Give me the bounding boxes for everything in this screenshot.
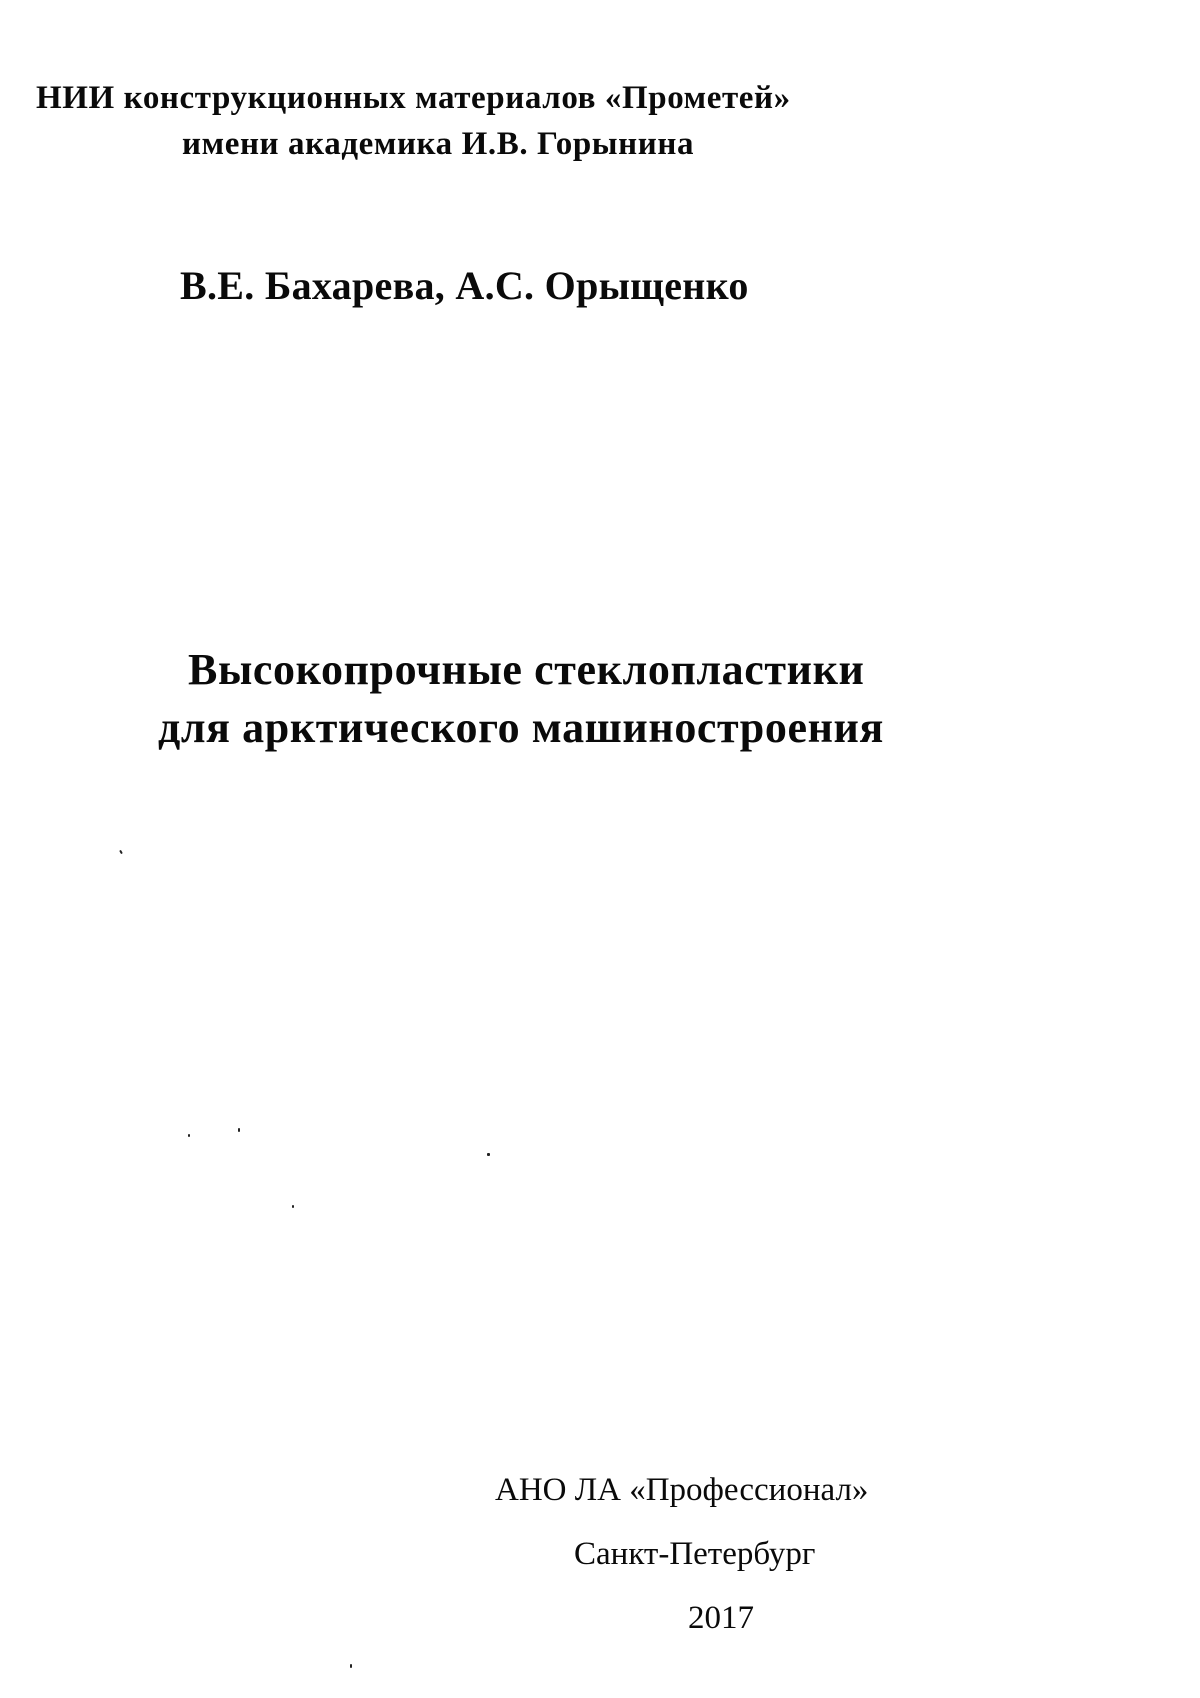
- book-title-line-2: для арктического машиностроения: [158, 703, 884, 752]
- scan-speck: [119, 850, 123, 854]
- authors: В.Е. Бахарева, А.С. Орыщенко: [180, 263, 749, 308]
- publisher: АНО ЛА «Профессионал»: [495, 1472, 869, 1508]
- scan-speck: [238, 1128, 240, 1132]
- scan-speck: [188, 1134, 190, 1137]
- scan-speck: [350, 1664, 352, 1668]
- scan-speck: [292, 1205, 294, 1208]
- city: Санкт-Петербург: [574, 1536, 816, 1572]
- institution-line-1: НИИ конструкционных материалов «Прометей»: [36, 80, 791, 116]
- institution-line-2: имени академика И.В. Горынина: [182, 126, 695, 162]
- scan-speck: [487, 1153, 490, 1156]
- publication-year: 2017: [688, 1600, 754, 1636]
- book-title-line-1: Высокопрочные стеклопластики: [188, 645, 865, 694]
